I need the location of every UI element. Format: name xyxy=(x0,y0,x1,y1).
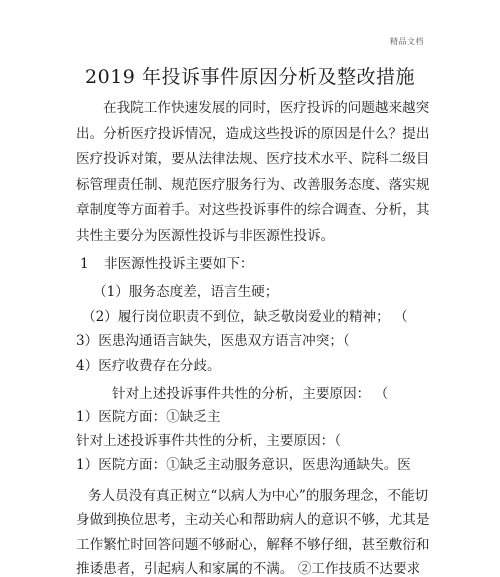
list-item: 4）医疗收费存在分歧。 xyxy=(76,358,221,374)
closing-line: 推诿患者，引起病人和家属的不满。 ②工作技质不达要求 xyxy=(76,561,421,577)
page-title: 2019 年投诉事件原因分析及整改措施 xyxy=(85,66,415,88)
header-watermark: 精品文档 xyxy=(390,37,424,46)
analysis-line: 1）医院方面：①缺乏主动服务意识，医患沟通缺失。医 xyxy=(76,457,411,473)
intro-line: 在我院工作快速发展的同时，医疗投诉的问题越来越突 xyxy=(103,100,430,116)
closing-line: 务人员没有真正树立“以病人为中心”的服务理念，不能切 xyxy=(88,488,429,504)
list-item: （1）服务态度差，语言生硬； xyxy=(93,284,279,300)
intro-line: 标管理责任制、规范医疗服务行为、改善服务态度、落实规 xyxy=(76,177,430,193)
intro-line: 共性主要分为医源性投诉与非医源性投诉。 xyxy=(76,228,335,244)
intro-line: 出。分析医疗投诉情况，造成这些投诉的原因是什么？提出 xyxy=(76,126,430,142)
closing-line: 身做到换位思考，主动关心和帮助病人的意识不够，尤其是 xyxy=(76,512,430,528)
closing-line: 工作繁忙时回答问题不够耐心，解释不够仔细，甚至敷衍和 xyxy=(76,537,430,553)
analysis-line: 针对上述投诉事件共性的分析，主要原因：（ xyxy=(76,433,342,449)
analysis-line: 针对上述投诉事件共性的分析，主要原因： （ xyxy=(112,386,389,402)
intro-line: 章制度等方面着手。对这些投诉事件的综合调查、分析，其 xyxy=(76,202,430,218)
section-heading-text: 非医源性投诉主要如下： xyxy=(104,256,254,272)
list-item: 3）医患沟通语言缺失，医患双方语言冲突；（ xyxy=(76,333,350,349)
section-number: 1 xyxy=(80,256,89,272)
analysis-line: 1）医院方面：①缺乏主 xyxy=(76,409,221,425)
section-heading xyxy=(80,258,254,272)
list-item: （2）履行岗位职责不到位，缺乏敬岗爱业的精神； （ xyxy=(82,309,408,325)
intro-line: 医疗投诉对策，要从法律法规、医疗技术水平、院科二级目 xyxy=(76,151,430,167)
